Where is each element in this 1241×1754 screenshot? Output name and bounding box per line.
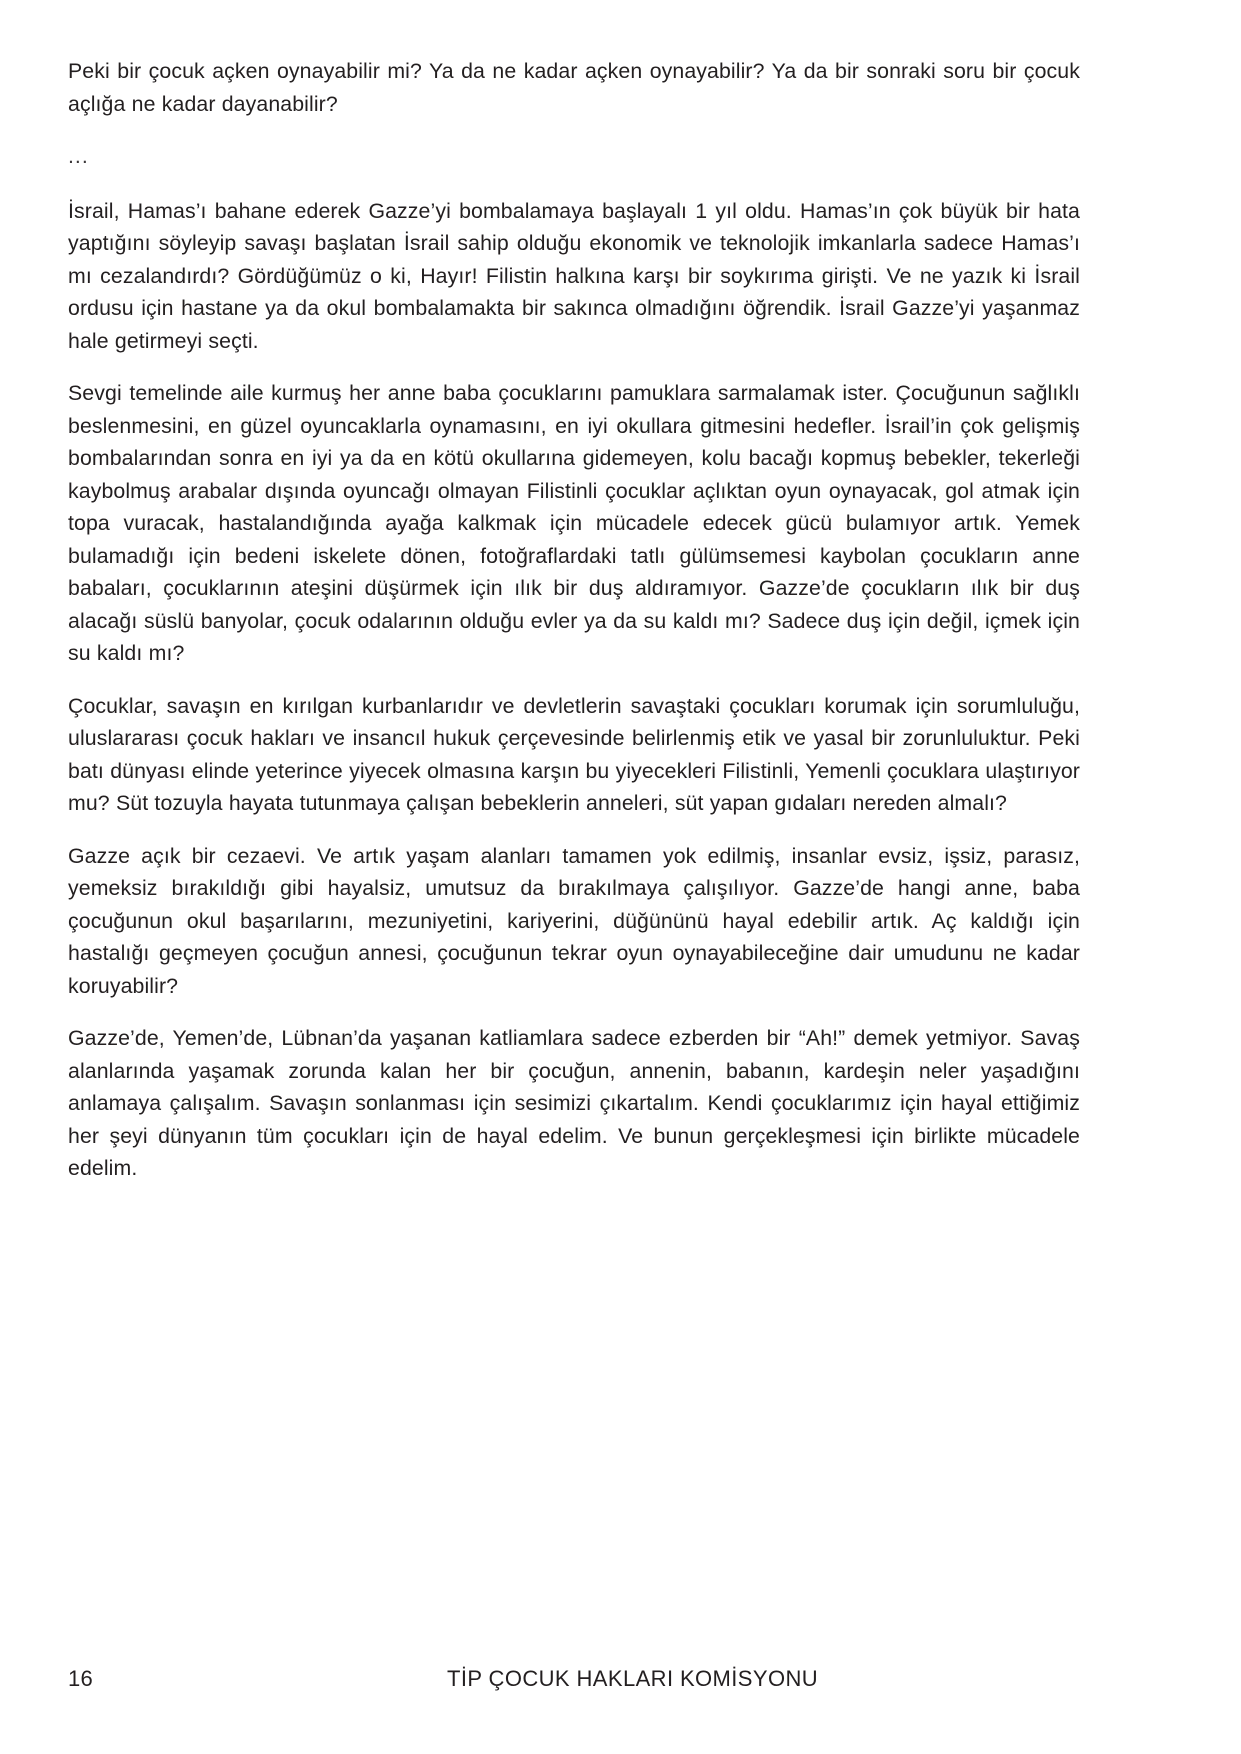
paragraph-ellipsis: ... — [68, 144, 89, 168]
paragraph-2: İsrail, Hamas’ı bahane ederek Gazze’yi bombalamaya başlayalı 1 yıl oldu. Hamas’ın çok büyük bir hata yaptığını söyleyip savaşı başlatan İsrail sahip olduğu ekonomik ve teknolojik imkanlarla sadece Hamas’ı mı cezalandırdı? Gördüğümüz o ki, Hayır! Filistin halkına karşı bir soykırıma girişti. Ve ne yazık ki İsrail ordusu için hastane ya da okul bombalamakta bir sakınca olmadığını öğrendik. İsrail Gazze’yi yaşanmaz hale getirmeyi seçti. — [68, 198, 1080, 353]
paragraph-1: Peki bir çocuk açken oynayabilir mi? Ya da ne kadar açken oynayabilir? Ya da bir sonraki soru bir çocuk açlığa ne kadar dayanabilir? — [68, 59, 1080, 116]
page-body — [68, 55, 1080, 1185]
paragraph-4: Çocuklar, savaşın en kırılgan kurbanlarıdır ve devletlerin savaştaki çocukları korumak için sorumluluğu, uluslararası çocuk hakları ve insancıl hukuk çerçevesinde belirlenmiş etik ve yasal bir zorunluluktur. Peki batı dünyası elinde yeterince yiyecek olmasına karşın bu yiyecekleri Filistinli, Yemenli çocuklara ulaştırıyor mu? Süt tozuyla hayata tutunmaya çalışan bebeklerin anneleri, süt yapan gıdaları nereden almalı? — [68, 693, 1080, 815]
page-footer — [68, 1666, 1173, 1692]
page-number: 16 — [68, 1666, 94, 1691]
footer-organization-name: TİP ÇOCUK HAKLARI KOMİSYONU — [447, 1666, 819, 1691]
paragraph-6: Gazze’de, Yemen’de, Lübnan’da yaşanan katliamlara sadece ezberden bir “Ah!” demek yetmiyor. Savaş alanlarında yaşamak zorunda kalan her bir çocuğun, annenin, babanın, kardeşin neler yaşadığını anlamaya çalışalım. Savaşın sonlanması için sesimizi çıkartalım. Kendi çocuklarımız için hayal ettiğimiz her şeyi dünyanın tüm çocukları için de hayal edelim. Ve bunun gerçekleşmesi için birlikte mücadele edelim. — [68, 1026, 1080, 1180]
paragraph-3: Sevgi temelinde aile kurmuş her anne baba çocuklarını pamuklara sarmalamak ister. Çocuğunun sağlıklı beslenmesini, en güzel oyuncaklarla oynamasını, en iyi okullara gitmesini hedefler. İsrail’in çok gelişmiş bombalarından sonra en iyi ya da en kötü okullarına gidemeyen, kolu bacağı kopmuş bebekler, tekerleği kaybolmuş arabalar dışında oyuncağı olmayan Filistinli çocuklar açlıktan oyun oynayacak, gol atmak için topa vuracak, hastalandığında ayağa kalkmak için mücadele edecek gücü bulamıyor artık. Yemek bulamadığı için bedeni iskelete dönen, fotoğraflardaki tatlı gülümsemesi kaybolan çocukların anne babaları, çocuklarının ateşini düşürmek için ılık bir duş aldıramıyor. Gazze’de çocukların ılık bir duş alacağı süslü banyolar, çocuk odalarının olduğu evler ya da su kaldı mı? Sadece duş için değil, içmek için su kaldı mı? — [68, 381, 1080, 665]
paragraph-5: Gazze açık bir cezaevi. Ve artık yaşam alanları tamamen yok edilmiş, insanlar evsiz, işsiz, parasız, yemeksiz bırakıldığı gibi hayalsiz, umutsuz da bırakılmaya çalışılıyor. Gazze’de hangi anne, baba çocuğunun okul başarılarını, mezuniyetini, kariyerini, düğününü hayal edebilir artık. Aç kaldığı için hastalığı geçmeyen çocuğun annesi, çocuğunun tekrar oyun oynayabileceğine dair umudunu ne kadar koruyabilir? — [68, 843, 1080, 998]
